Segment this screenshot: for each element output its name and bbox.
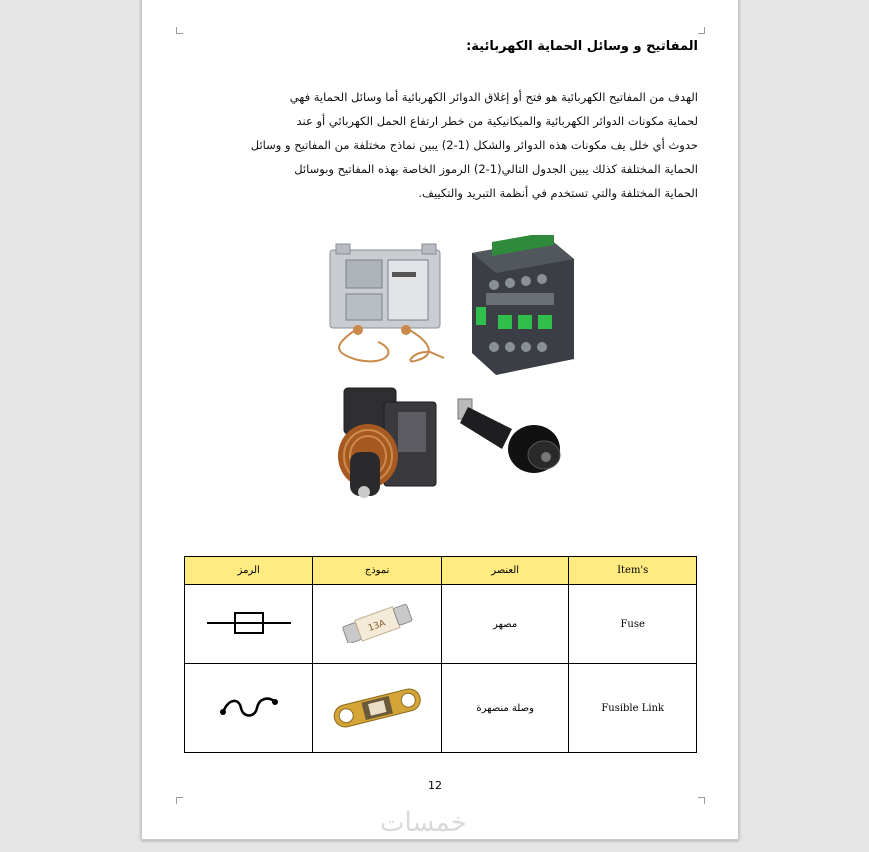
- document-page: [141, 0, 739, 840]
- page-number: 12: [428, 779, 442, 792]
- fuse-photo: [339, 603, 415, 643]
- paragraph-line: لحماية مكونات الدوائر الكهربائية والميكانيكية من خطر ارتفاع الحمل الكهربائي أو عند: [296, 114, 698, 128]
- element-cell: وصلة منصهرة: [441, 664, 569, 753]
- symbols-table: [184, 556, 697, 753]
- watermark-logo: خمسات: [380, 808, 467, 838]
- crop-mark-top-left: [176, 27, 183, 34]
- table-row: [185, 664, 697, 753]
- fuse-symbol-icon: [207, 609, 291, 637]
- fusible-link-photo: [327, 679, 427, 735]
- table-row: [185, 585, 697, 664]
- fusible-link-symbol-icon: [217, 692, 281, 722]
- model-cell: [313, 585, 442, 664]
- crop-mark-bottom-left: [176, 797, 183, 804]
- header-model: نموذج: [313, 557, 442, 585]
- element-cell: مصهر: [441, 585, 569, 664]
- symbol-cell: [185, 585, 313, 664]
- header-element: العنصر: [441, 557, 569, 585]
- header-item: Item's: [569, 557, 697, 585]
- crop-mark-top-right: [698, 27, 705, 34]
- section-heading: المفاتيح و وسائل الحماية الكهربائية:: [466, 39, 698, 54]
- fuse-holder-photo: [452, 393, 576, 483]
- pressure-switch-photo: [318, 242, 448, 374]
- symbol-cell: [185, 664, 313, 753]
- paragraph-line: الحماية المختلفة والتي تستخدم في أنظمة التبريد والتكييف.: [418, 186, 698, 200]
- paragraph-line: الهدف من المفاتيح الكهربائية هو فتح أو إغلاق الدوائر الكهربائية أما وسائل الحماية فهي: [289, 90, 698, 104]
- contactor-photo: [452, 235, 582, 377]
- body-paragraph: [202, 85, 698, 205]
- crop-mark-bottom-right: [698, 797, 705, 804]
- item-cell: Fuse: [569, 585, 697, 664]
- paragraph-line: الحماية المختلفة كذلك يبين الجدول التالي(1-2) الرموز الخاصة بهذه المفاتيح وبوسائل: [294, 162, 698, 176]
- paragraph-line: حدوث أي خلل يف مكونات هذه الدوائر والشكل (1-2) يبين نماذج مختلفة من المفاتيح و وسائل: [250, 138, 698, 152]
- model-cell: [313, 664, 442, 753]
- relay-photo: [324, 382, 444, 506]
- item-cell: Fusible Link: [569, 664, 697, 753]
- header-symbol: الرمز: [185, 557, 313, 585]
- fuse-rating-label: 13A: [367, 618, 387, 634]
